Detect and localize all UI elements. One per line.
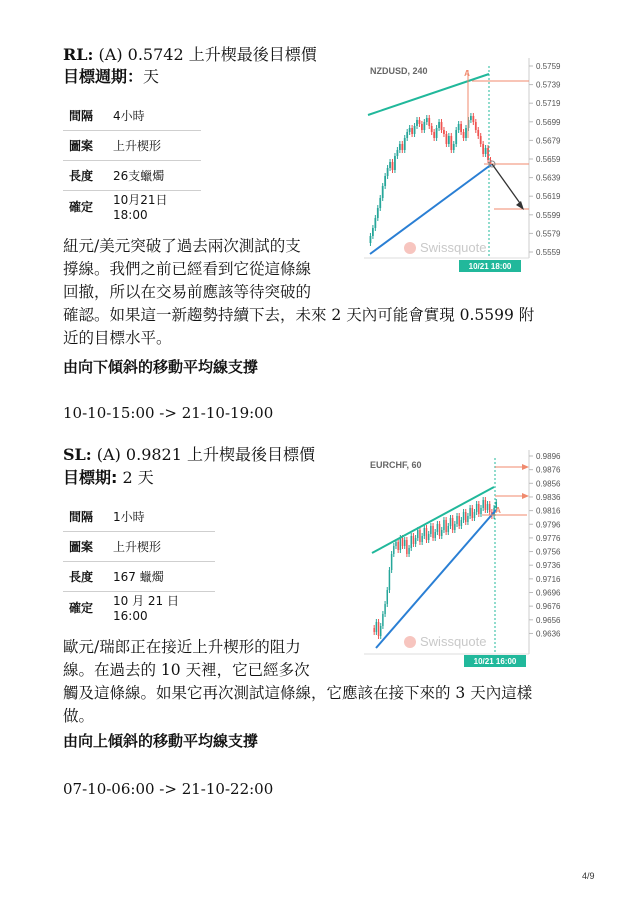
resistance-line xyxy=(368,74,489,115)
table-value: 10月21日18:00 xyxy=(113,193,168,222)
marker-label: A xyxy=(464,69,470,78)
candle-body xyxy=(460,124,462,132)
candle-body xyxy=(446,134,448,144)
candle-body xyxy=(487,504,489,510)
candle-body xyxy=(448,526,450,532)
arrow-head-icon xyxy=(522,464,529,470)
section2-period xyxy=(63,467,154,489)
price-tick-label: 0.9836 xyxy=(536,492,561,502)
candle-body xyxy=(458,516,460,526)
price-tick-label: 0.5559 xyxy=(536,248,561,257)
price-tick-label: 0.5739 xyxy=(536,80,561,90)
table-value: 10 月 21 日 16:00 xyxy=(113,594,179,623)
candle-body xyxy=(450,136,452,150)
candle-body xyxy=(482,500,484,508)
candle-body xyxy=(432,526,434,538)
candle-body xyxy=(372,228,374,236)
projection-arrow xyxy=(492,164,522,206)
resistance-line xyxy=(372,487,494,553)
table-key: 間隔 xyxy=(63,101,107,131)
table-key: 長度 xyxy=(63,562,107,592)
paragraph-line: 紐元/美元突破了過去兩次測試的支 xyxy=(63,237,301,255)
table-row xyxy=(63,101,201,131)
candle-body xyxy=(404,540,406,546)
table-row xyxy=(63,502,215,532)
candle-body xyxy=(374,218,376,228)
section1-title xyxy=(63,44,317,66)
price-tick-label: 0.5639 xyxy=(536,173,561,183)
section2-code: SL: xyxy=(63,445,92,464)
paragraph-line: 近的目標水平。 xyxy=(63,329,172,347)
price-tick-label: 0.9636 xyxy=(536,629,561,639)
candle-body xyxy=(445,520,447,532)
candle-body xyxy=(419,530,421,542)
candle-body xyxy=(387,168,389,176)
candle-body xyxy=(453,144,455,150)
candle-body xyxy=(474,512,476,518)
candle-body xyxy=(436,128,438,138)
candle-body xyxy=(392,162,394,170)
candle-body xyxy=(411,128,413,134)
candle-body xyxy=(397,542,399,550)
price-tick-label: 0.5599 xyxy=(536,210,561,220)
price-tick-label: 0.5719 xyxy=(536,99,561,109)
section2-paragraph-wide xyxy=(63,682,583,728)
candle-body xyxy=(380,626,382,636)
swissquote-logo-icon xyxy=(404,242,416,254)
candle-body xyxy=(433,132,435,138)
candle-body xyxy=(465,512,467,522)
candle-body xyxy=(415,538,417,544)
candle-body xyxy=(408,548,410,554)
section2-paragraph-narrow xyxy=(63,636,343,682)
time-label: 10/21 16:00 xyxy=(473,657,517,666)
candle-body xyxy=(448,136,450,144)
candle-body xyxy=(428,534,430,540)
candle-body xyxy=(485,148,487,154)
table-key: 確定 xyxy=(69,601,94,615)
time-label: 10/21 18:00 xyxy=(468,262,512,271)
price-tick-label: 0.5759 xyxy=(536,62,561,71)
candle-body xyxy=(384,176,386,186)
candle-body xyxy=(454,524,456,530)
section1-info-table xyxy=(63,101,201,222)
candle-body xyxy=(480,136,482,144)
candle-body xyxy=(437,524,439,532)
candle-body xyxy=(404,138,406,150)
section1-subheading: 由向下傾斜的移動平均線支撐 xyxy=(63,358,259,376)
candle-body xyxy=(389,162,391,168)
candle-body xyxy=(426,528,428,540)
chart-symbol: EURCHF, 60 xyxy=(370,460,422,470)
table-row xyxy=(63,562,215,592)
candle-body xyxy=(406,132,408,138)
table-value: 4小時 xyxy=(107,101,201,131)
candle-body xyxy=(476,504,478,512)
candle-body xyxy=(378,622,380,636)
eurchf-chart xyxy=(364,450,574,670)
candle-body xyxy=(424,528,426,536)
table-value: 167 蠟燭 xyxy=(107,562,215,592)
table-row xyxy=(63,532,215,562)
price-tick-label: 0.5579 xyxy=(536,229,561,239)
candle-body xyxy=(443,130,445,134)
paragraph-line: 確認。如果這一新趨勢持續下去，未來 2 天內可能會實現 0.5599 附 xyxy=(63,306,535,324)
candle-body xyxy=(393,546,395,554)
section2-title xyxy=(63,444,315,466)
price-tick-label: 0.9796 xyxy=(536,520,561,530)
table-key: 圖案 xyxy=(63,131,107,161)
candle-body xyxy=(463,132,465,138)
section2-title-text: (A) 0.9821 上升楔最後目標價 xyxy=(91,445,316,464)
paragraph-line: 歐元/瑞郎正在接近上升楔形的阻力 xyxy=(63,638,301,656)
section2-subheading: 由向上傾斜的移動平均線支撐 xyxy=(63,732,259,750)
candle-body xyxy=(377,208,379,218)
candle-body xyxy=(428,118,430,126)
section1-period-value: 天 xyxy=(143,67,160,86)
table-key: 間隔 xyxy=(63,502,107,532)
candle-body xyxy=(399,144,401,150)
price-tick-label: 0.5619 xyxy=(536,192,561,202)
candle-body xyxy=(441,530,443,536)
price-tick-label: 0.9816 xyxy=(536,506,561,516)
section1-date-range: 10-10-15:00 -> 21-10-19:00 xyxy=(63,404,274,422)
candle-body xyxy=(467,516,469,522)
candle-body xyxy=(461,520,463,526)
candle-body xyxy=(478,504,480,514)
section2-period-label: 目標期: xyxy=(63,468,118,487)
paragraph-line: 線。在過去的 10 天裡，它已經多次 xyxy=(63,661,310,679)
table-value: 上升楔形 xyxy=(107,131,201,161)
price-tick-label: 0.9896 xyxy=(536,452,561,461)
candle-body xyxy=(413,536,415,544)
candle-body xyxy=(482,144,484,154)
candle-body xyxy=(423,122,425,130)
table-value: 上升楔形 xyxy=(107,532,215,562)
price-tick-label: 0.9716 xyxy=(536,574,561,584)
chart-symbol: NZDUSD, 240 xyxy=(370,66,428,76)
candle-body xyxy=(438,122,440,128)
table-row xyxy=(63,131,201,161)
candle-body xyxy=(480,508,482,514)
candle-body xyxy=(443,520,445,530)
candle-body xyxy=(470,116,472,120)
candle-body xyxy=(439,524,441,536)
table-key: 圖案 xyxy=(63,532,107,562)
table-row xyxy=(63,191,201,223)
section1-title-text: (A) 0.5742 上升楔最後目標價 xyxy=(93,45,317,64)
candle-body xyxy=(382,614,384,626)
candle-body xyxy=(441,122,443,130)
candle-body xyxy=(417,530,419,538)
watermark: Swissquote xyxy=(420,634,487,649)
candle-body xyxy=(472,116,474,122)
candle-body xyxy=(373,628,375,632)
candle-body xyxy=(391,554,393,570)
price-tick-label: 0.9676 xyxy=(536,602,561,612)
table-key: 長度 xyxy=(63,161,107,191)
price-tick-label: 0.9736 xyxy=(536,561,561,571)
section2-period-value: 2 天 xyxy=(117,468,154,487)
price-tick-label: 0.5699 xyxy=(536,117,561,127)
candle-body xyxy=(397,150,399,156)
candle-body xyxy=(489,504,491,512)
price-tick-label: 0.9856 xyxy=(536,479,561,489)
candle-body xyxy=(434,532,436,538)
candle-body xyxy=(379,198,381,208)
candle-body xyxy=(431,126,433,132)
table-value: 26支蠟燭 xyxy=(107,161,201,191)
candle-body xyxy=(395,542,397,546)
candle-body xyxy=(419,120,421,124)
candle-body xyxy=(452,518,454,530)
candle-body xyxy=(409,128,411,132)
page-number: 4/9 xyxy=(582,871,595,881)
paragraph-line: 做。 xyxy=(63,707,95,725)
price-tick-label: 0.9876 xyxy=(536,465,561,475)
paragraph-line: 撐線。我們之前已經看到它從這條線 xyxy=(63,260,312,278)
price-tick-label: 0.9656 xyxy=(536,615,561,625)
price-tick-label: 0.5659 xyxy=(536,155,561,164)
table-value: 1小時 xyxy=(107,502,215,532)
section1-paragraph-wide xyxy=(63,304,583,350)
section1-period-label: 目標週期： xyxy=(63,67,144,86)
table-row xyxy=(63,161,201,191)
arrow-head-icon xyxy=(522,493,529,499)
candle-body xyxy=(406,540,408,554)
price-tick-label: 0.9756 xyxy=(536,547,561,557)
candle-body xyxy=(485,500,487,510)
candle-body xyxy=(400,538,402,550)
candle-body xyxy=(387,590,389,604)
candle-body xyxy=(469,508,471,516)
paragraph-line: 回撤，所以在交易前應該等待突破的 xyxy=(63,283,312,301)
candle-body xyxy=(414,126,416,134)
marker-label: A xyxy=(495,506,501,515)
candle-body xyxy=(421,536,423,542)
support-line xyxy=(376,510,496,648)
section2-info-table xyxy=(63,502,215,623)
candle-body xyxy=(456,516,458,524)
candle-body xyxy=(394,156,396,170)
candle-body xyxy=(402,538,404,546)
price-tick-label: 0.9776 xyxy=(536,533,561,543)
section1-code: RL: xyxy=(63,45,94,64)
watermark: Swissquote xyxy=(420,240,487,255)
candle-body xyxy=(477,130,479,136)
price-tick-label: 0.5679 xyxy=(536,136,561,146)
candle-body xyxy=(430,526,432,534)
paragraph-line: 觸及這條線。如果它再次測試這條線，它應該在接下來的 3 天內這樣 xyxy=(63,684,533,702)
candle-body xyxy=(472,508,474,518)
candle-body xyxy=(463,512,465,520)
candle-body xyxy=(401,144,403,150)
candle-body xyxy=(376,622,378,632)
price-tick-label: 0.9696 xyxy=(536,588,561,598)
candle-body xyxy=(455,130,457,144)
candle-body xyxy=(416,120,418,126)
candle-body xyxy=(421,124,423,130)
candle-body xyxy=(426,118,428,122)
candle-body xyxy=(382,186,384,198)
nzdusd-chart xyxy=(364,58,574,273)
candle-body xyxy=(458,124,460,130)
candle-body xyxy=(384,604,386,614)
swissquote-logo-icon xyxy=(404,636,416,648)
candle-body xyxy=(450,518,452,526)
table-key: 確定 xyxy=(69,200,94,214)
section1-period xyxy=(63,66,159,88)
candle-body xyxy=(370,236,372,243)
table-row xyxy=(63,592,215,624)
candle-body xyxy=(389,570,391,590)
candle-body xyxy=(475,122,477,130)
candle-body xyxy=(465,128,467,138)
section1-paragraph-narrow xyxy=(63,235,343,304)
section2-date-range: 07-10-06:00 -> 21-10-22:00 xyxy=(63,780,274,798)
candle-body xyxy=(410,536,412,548)
